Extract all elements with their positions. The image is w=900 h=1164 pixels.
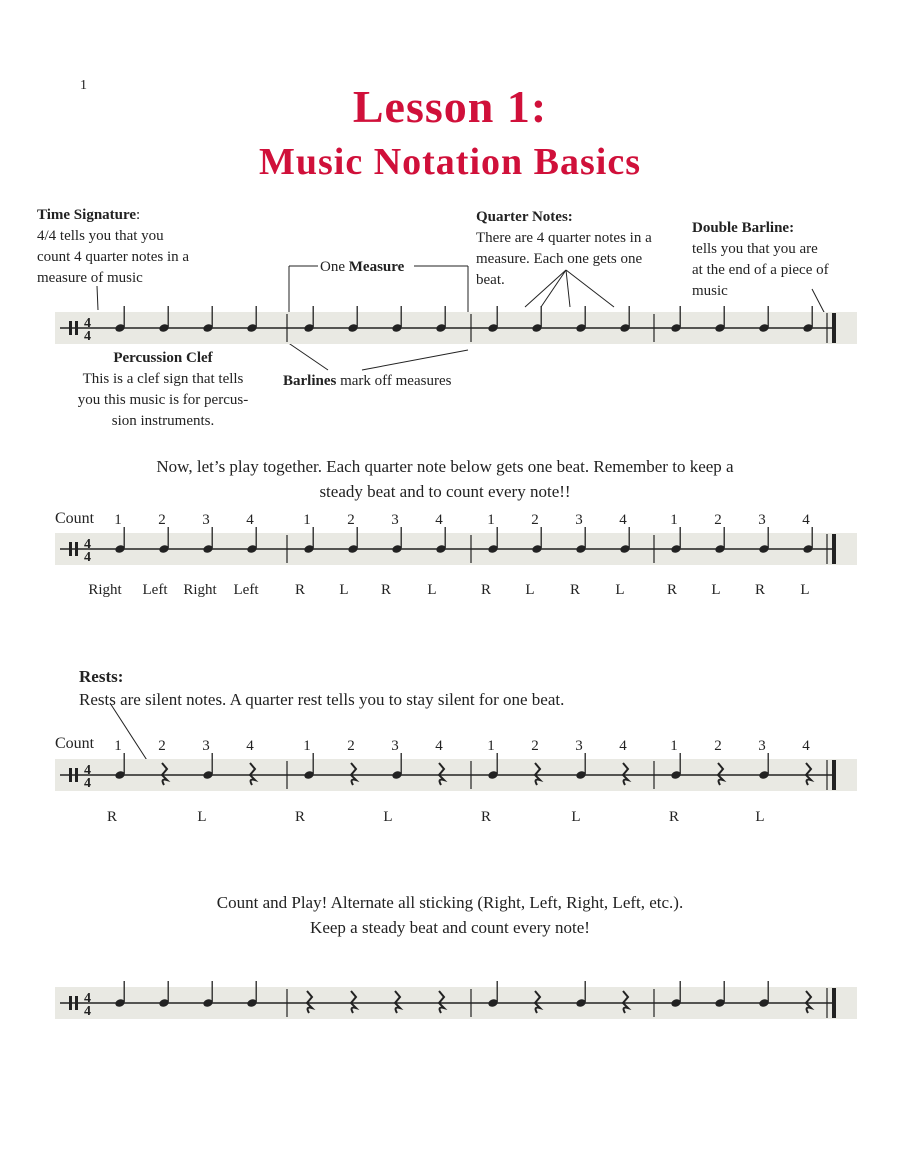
percussion-clef-bar	[69, 542, 72, 556]
time-signature-bottom: 4	[84, 329, 91, 344]
percussion-clef-heading: Percussion Clef	[113, 350, 213, 366]
quarter-note-pointer	[566, 270, 614, 307]
count-number: 1	[487, 512, 495, 528]
quarter-note-pointer	[525, 270, 566, 307]
percussion-clef-bar	[75, 542, 78, 556]
quarter-note-pointer	[541, 270, 566, 307]
sticking-label: R	[668, 809, 680, 825]
sticking-label: R	[294, 582, 306, 598]
rest-pointer	[110, 703, 152, 768]
count-number: 4	[435, 738, 443, 754]
count-number: 1	[303, 738, 311, 754]
count-number: 4	[246, 512, 254, 528]
time-signature-top: 4	[84, 316, 91, 331]
count-number: 2	[714, 512, 722, 528]
sticking-label: R	[294, 809, 306, 825]
count-number: 2	[347, 738, 355, 754]
time-signature-bottom: 4	[84, 1004, 91, 1019]
one-measure-label: One Measure	[318, 257, 406, 278]
time-signature-annotation: Time Signature: 4/4 tells you that you count 4 quarter notes in a measure of music	[37, 207, 190, 286]
sticking-label: L	[571, 809, 581, 825]
page-subtitle: Music Notation Basics	[259, 141, 641, 183]
count-number: 2	[531, 512, 539, 528]
sticking-label: R	[480, 809, 492, 825]
sticking-label: L	[755, 809, 765, 825]
count-number: 3	[202, 512, 210, 528]
count-number: 3	[391, 738, 399, 754]
count-number: 2	[158, 512, 166, 528]
count-number: 3	[758, 512, 766, 528]
time-signature-heading: Time Signature	[37, 207, 137, 223]
count-number: 1	[114, 512, 122, 528]
percussion-clef-bar	[75, 768, 78, 782]
sticking-label: L	[383, 809, 393, 825]
sticking-label: Left	[233, 582, 259, 598]
count-number: 3	[575, 512, 583, 528]
double-barline-thick	[832, 760, 836, 790]
staff-1	[55, 306, 857, 344]
barlines-annotation: Barlines mark off measures	[283, 373, 452, 389]
sticking-label: Left	[142, 582, 168, 598]
double-barline-thick	[832, 313, 836, 343]
sticking-label: R	[569, 582, 581, 598]
page-number: 1	[80, 78, 87, 93]
time-signature-bottom: 4	[84, 550, 91, 565]
double-barline-thick	[832, 988, 836, 1018]
count-number: 3	[758, 738, 766, 754]
count-number: 2	[158, 738, 166, 754]
barline-pointer	[362, 350, 468, 370]
percussion-clef-bar	[75, 996, 78, 1010]
count-number: 3	[391, 512, 399, 528]
time-signature-top: 4	[84, 763, 91, 778]
count-number: 2	[531, 738, 539, 754]
count-number: 3	[575, 738, 583, 754]
time-signature-top: 4	[84, 991, 91, 1006]
sticking-label: R	[480, 582, 492, 598]
rests-heading: Rests:	[79, 667, 124, 686]
count-number: 1	[487, 738, 495, 754]
count-number: 4	[246, 738, 254, 754]
count-number: 1	[670, 512, 678, 528]
sticking-label: L	[197, 809, 207, 825]
percussion-clef-bar	[69, 768, 72, 782]
count-number: 1	[114, 738, 122, 754]
staff-3	[55, 753, 857, 791]
count-number: 4	[435, 512, 443, 528]
sticking-label: L	[525, 582, 535, 598]
count-number: 4	[619, 738, 627, 754]
rests-description: Rests are silent notes. A quarter rest tells you to stay silent for one beat.	[79, 690, 565, 709]
count-label-3: Count	[55, 735, 95, 752]
time-signature-pointer	[97, 286, 98, 310]
section2-intro: Now, let’s play together. Each quarter note below gets one beat. Remember to keep a steady beat and to count every note!!	[156, 457, 734, 501]
count-number: 1	[303, 512, 311, 528]
sticking-label: R	[754, 582, 766, 598]
quarter-notes-heading: Quarter Notes:	[476, 209, 573, 225]
quarter-notes-annotation: Quarter Notes: There are 4 quarter notes in a measure. Each one gets one beat.	[476, 209, 652, 288]
sticking-label: Right	[183, 582, 217, 598]
page-title: Lesson 1:	[352, 81, 548, 132]
sticking-label: L	[339, 582, 349, 598]
percussion-clef-annotation: Percussion Clef This is a clef sign that tells you this music is for percus- sion instruments.	[77, 350, 249, 429]
sticking-label: Right	[88, 582, 122, 598]
section4-intro: Count and Play! Alternate all sticking (Right, Left, Right, Left, etc.). Keep a steady beat and count every note!	[216, 893, 684, 937]
count-number: 4	[802, 738, 810, 754]
count-number: 2	[714, 738, 722, 754]
sticking-label: R	[106, 809, 118, 825]
count-label-2: Count	[55, 510, 95, 527]
sticking-label: R	[380, 582, 392, 598]
percussion-clef-bar	[69, 996, 72, 1010]
percussion-clef-bar	[75, 321, 78, 335]
count-number: 4	[619, 512, 627, 528]
staff-4	[55, 981, 857, 1019]
double-barline-pointer	[812, 289, 825, 314]
sticking-label: L	[615, 582, 625, 598]
time-signature-bottom: 4	[84, 776, 91, 791]
double-barline-heading: Double Barline:	[692, 220, 795, 236]
sticking-label: R	[666, 582, 678, 598]
double-barline-thick	[832, 534, 836, 564]
count-number: 3	[202, 738, 210, 754]
staff-2	[55, 527, 857, 565]
sticking-label: L	[800, 582, 810, 598]
percussion-clef-bar	[69, 321, 72, 335]
quarter-note-pointer	[566, 270, 570, 307]
count-number: 4	[802, 512, 810, 528]
count-number: 1	[670, 738, 678, 754]
sticking-label: L	[427, 582, 437, 598]
sticking-label: L	[711, 582, 721, 598]
count-number: 2	[347, 512, 355, 528]
double-barline-annotation: Double Barline: tells you that you are at the end of a piece of music	[692, 220, 829, 299]
time-signature-top: 4	[84, 537, 91, 552]
barline-pointer	[287, 342, 328, 370]
